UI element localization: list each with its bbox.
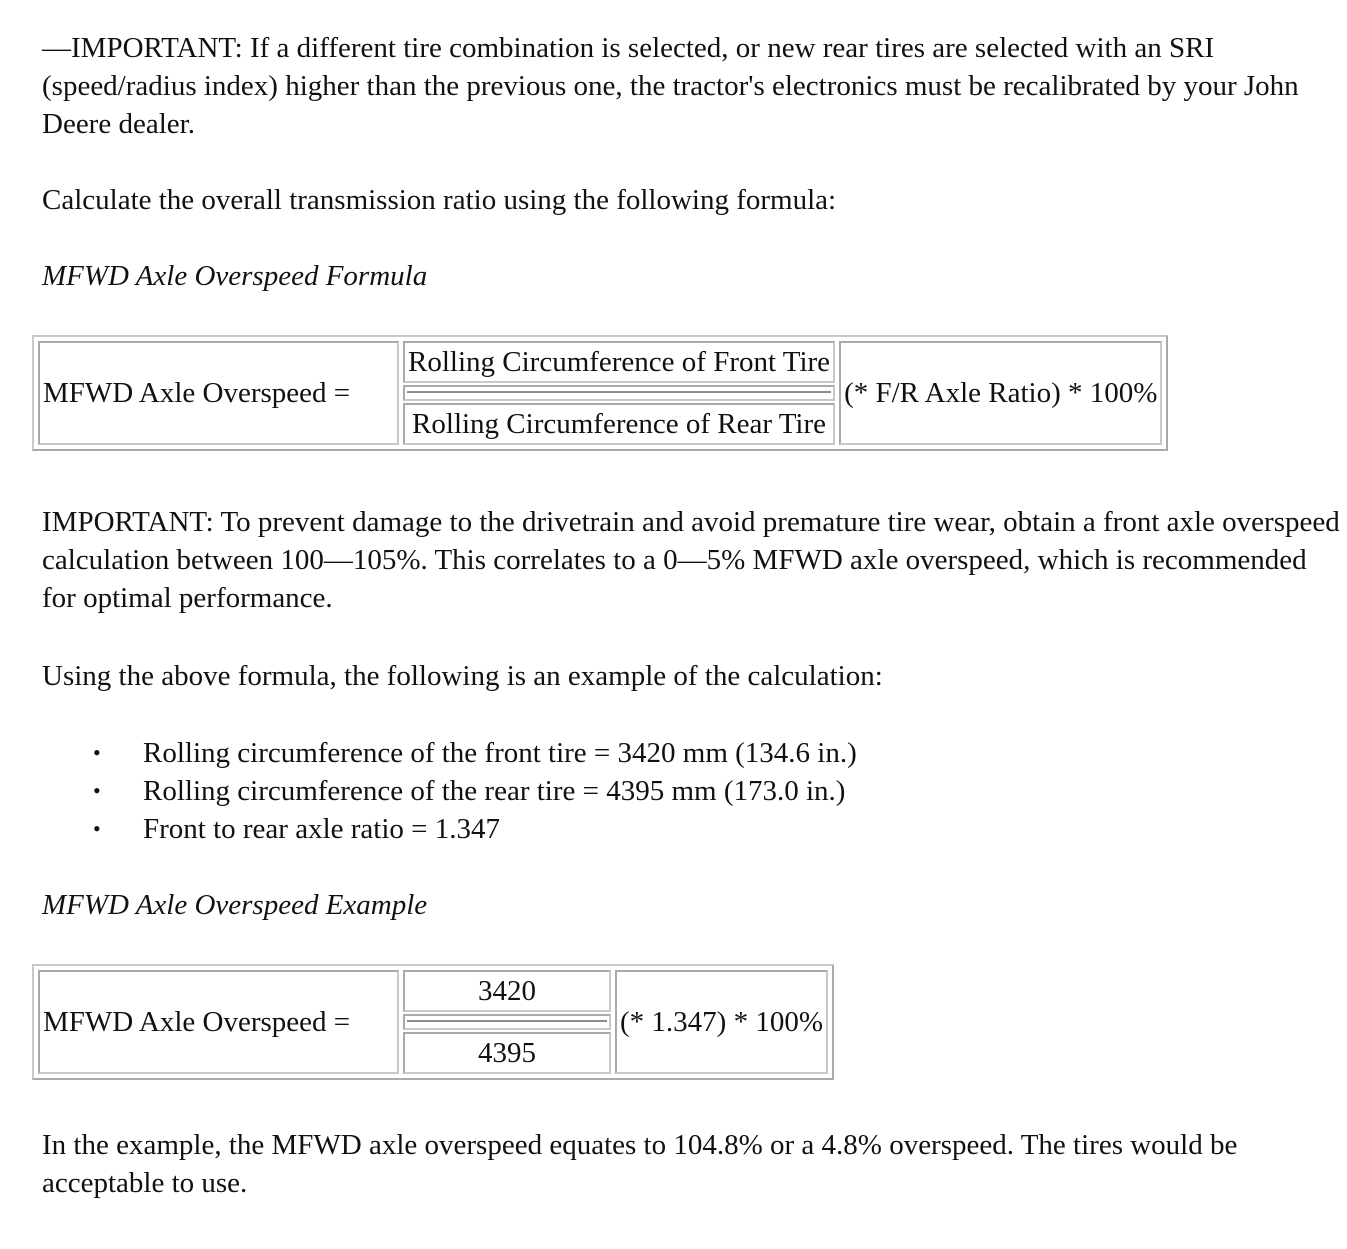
list-item <box>93 810 1342 848</box>
list-item-text: Rolling circumference of the rear tire = 4395 mm (173.0 in.) <box>143 775 846 807</box>
fraction-bar <box>403 385 835 401</box>
fraction-bar <box>403 1014 611 1030</box>
formula-fraction <box>403 341 835 445</box>
calculate-intro-paragraph: Calculate the overall transmission ratio using the following formula: <box>42 184 837 216</box>
formula-denominator: Rolling Circumference of Rear Tire <box>403 403 835 445</box>
example-multiplier: (* 1.347) * 100% <box>615 970 828 1074</box>
example-numerator: 3420 <box>403 970 611 1012</box>
bullet-icon: • <box>93 816 101 841</box>
formula-numerator: Rolling Circumference of Front Tire <box>403 341 835 383</box>
example-caption: MFWD Axle Overspeed Example <box>42 889 428 921</box>
conclusion-paragraph: In the example, the MFWD axle overspeed equates to 104.8% or a 4.8% overspeed. The tires would be acceptable to use. <box>42 1129 1238 1199</box>
bullet-icon: • <box>93 740 101 765</box>
example-values-list <box>42 734 1342 848</box>
formula-label: MFWD Axle Overspeed = <box>38 341 399 445</box>
formula-multiplier: (* F/R Axle Ratio) * 100% <box>839 341 1162 445</box>
list-item <box>93 734 1342 772</box>
important-recalibration-paragraph: —IMPORTANT: If a different tire combination is selected, or new rear tires are selected with an SRI (speed/radius index) higher than the previous one, the tractor's electronics must be recalibrated by your John Deere dealer. <box>42 32 1299 140</box>
example-formula-table <box>32 964 834 1080</box>
formula-caption: MFWD Axle Overspeed Formula <box>42 260 428 292</box>
list-item <box>93 772 1342 810</box>
using-above-paragraph: Using the above formula, the following is an example of the calculation: <box>42 660 883 692</box>
list-item-text: Front to rear axle ratio = 1.347 <box>143 813 501 845</box>
fraction-stack <box>403 970 611 1074</box>
list-item-text: Rolling circumference of the front tire = 3420 mm (134.6 in.) <box>143 737 857 769</box>
example-denominator: 4395 <box>403 1032 611 1074</box>
important-damage-paragraph: IMPORTANT: To prevent damage to the drivetrain and avoid premature tire wear, obtain a front axle overspeed calculation between 100—105%. This correlates to a 0—5% MFWD axle overspeed, which is recommended for optimal performance. <box>42 506 1340 614</box>
document-page <box>42 29 1342 1202</box>
formula-table <box>32 335 1168 451</box>
example-formula-fraction <box>403 970 611 1074</box>
bullet-icon: • <box>93 778 101 803</box>
example-formula-label: MFWD Axle Overspeed = <box>38 970 399 1074</box>
fraction-stack <box>403 341 835 445</box>
